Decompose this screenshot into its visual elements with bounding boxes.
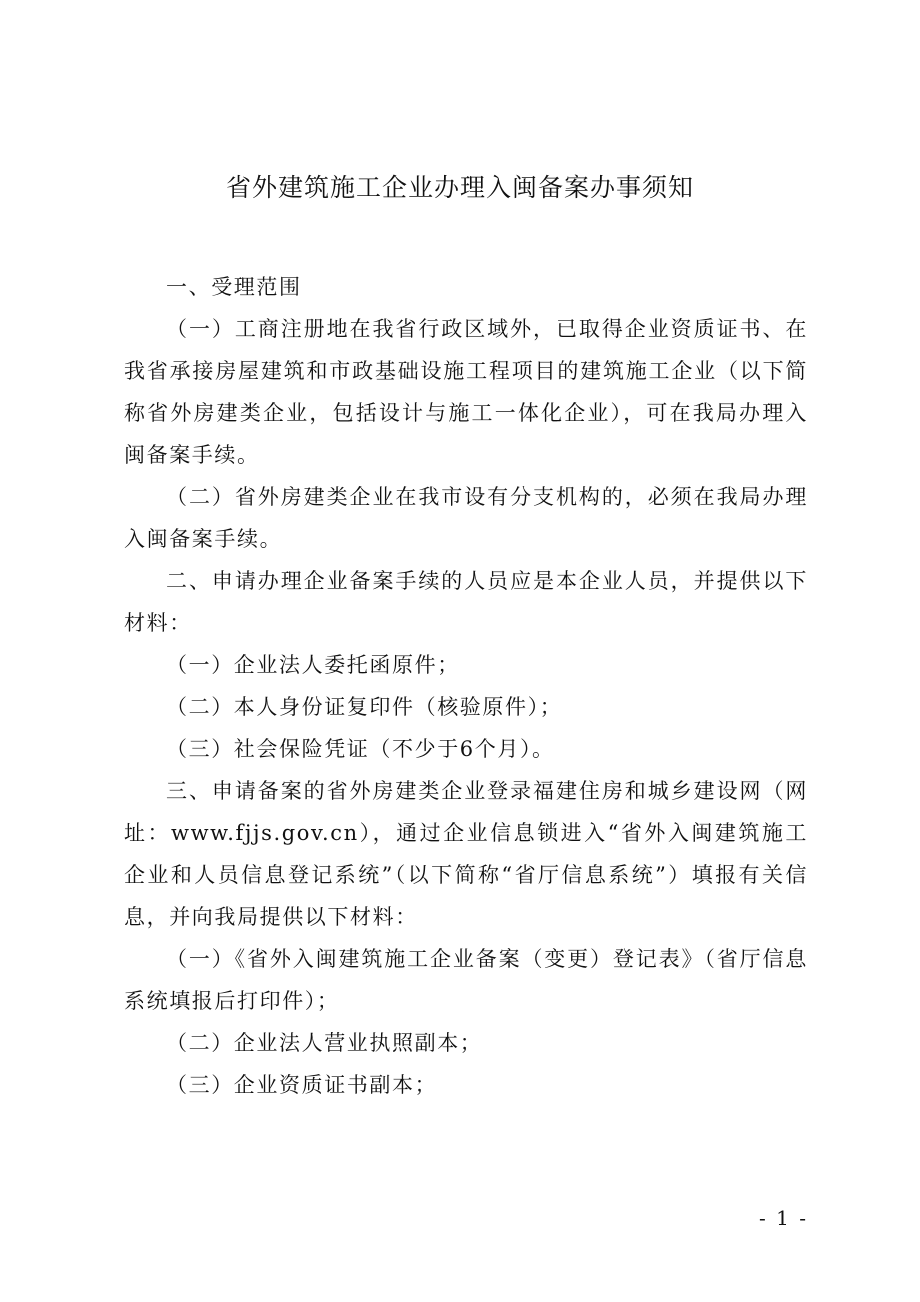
section-heading-applicant: 二、申请办理企业备案手续的人员应是本企业人员，并提供以下材料： xyxy=(124,569,808,635)
document-title: 省外建筑施工企业办理入闽备案办事须知 xyxy=(225,173,694,202)
section-heading-scope: 一、受理范围 xyxy=(166,275,302,299)
list-item-delegation-letter: （一）企业法人委托函原件； xyxy=(166,653,460,677)
list-item-social-insurance: （三）社会保险凭证（不少于6个月）。 xyxy=(166,737,555,761)
document-body xyxy=(124,266,808,1106)
list-item-qualification-certificate: （三）企业资质证书副本； xyxy=(166,1073,438,1097)
list-item-registration-form: （一）《省外入闽建筑施工企业备案（变更）登记表》（省厅信息系统填报后打印件）； xyxy=(124,947,808,1013)
paragraph-scope-1: （一）工商注册地在我省行政区域外，已取得企业资质证书、在我省承接房屋建筑和市政基础设施工程项目的建筑施工企业（以下简称省外房建类企业，包括设计与施工一体化企业），可在我局办理入闽备案手续。 xyxy=(124,317,808,467)
paragraph-scope-2: （二）省外房建类企业在我市设有分支机构的，必须在我局办理入闽备案手续。 xyxy=(124,485,808,551)
list-item-id-copy: （二）本人身份证复印件（核验原件）； xyxy=(166,695,563,719)
page-number: - 1 - xyxy=(759,1206,808,1230)
list-item-business-license: （二）企业法人营业执照副本； xyxy=(166,1031,483,1055)
section-heading-online-registration: 三、申请备案的省外房建类企业登录福建住房和城乡建设网（网址：www.fjjs.gov.cn），通过企业信息锁进入“省外入闽建筑施工企业和人员信息登记系统”（以下简称“省厅信息系统”）填报有关信息，并向我局提供以下材料： xyxy=(124,779,808,929)
